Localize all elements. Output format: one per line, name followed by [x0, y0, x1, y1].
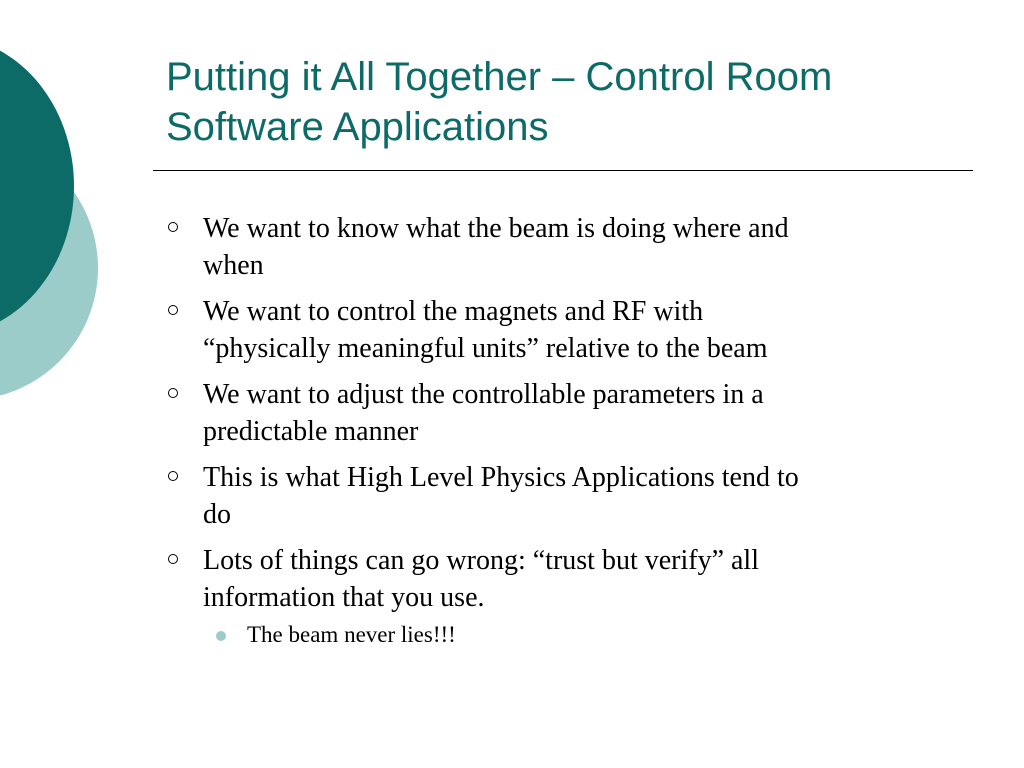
bullet-line: We want to adjust the controllable parameters in a [203, 379, 764, 410]
bullet-line: information that you use. [203, 582, 485, 613]
bullet-line: We want to know what the beam is doing where and [203, 213, 789, 244]
bullet-text [203, 459, 955, 533]
slide-title [166, 52, 986, 152]
bullet-item [165, 459, 955, 533]
bullet-text [203, 542, 955, 616]
sub-bullet-item [203, 620, 955, 650]
bullet-line: when [203, 250, 264, 281]
sub-bullet-text: The beam never lies!!! [247, 622, 456, 647]
bullet-item [165, 210, 955, 284]
title-divider [153, 170, 973, 171]
hollow-circle-bullet-icon [168, 388, 178, 398]
bullet-line: This is what High Level Physics Applications tend to [203, 462, 799, 493]
slide-title-line: Putting it All Together – Control Room [166, 55, 833, 99]
bullet-text [203, 293, 955, 367]
bullet-line: Lots of things can go wrong: “trust but verify” all [203, 545, 759, 576]
slide-title-line: Software Applications [166, 105, 549, 149]
bullet-line: We want to control the magnets and RF with [203, 296, 704, 327]
bullet-line: do [203, 499, 231, 530]
hollow-circle-bullet-icon [168, 471, 178, 481]
bullet-text [203, 210, 955, 284]
bullet-item [165, 376, 955, 450]
bullet-text [203, 376, 955, 450]
hollow-circle-bullet-icon [168, 222, 178, 232]
bullet-line: “physically meaningful units” relative to the beam [203, 333, 768, 364]
bullet-line: predictable manner [203, 416, 419, 447]
hollow-circle-bullet-icon [168, 554, 178, 564]
bullet-list [165, 210, 955, 659]
bullet-item [165, 293, 955, 367]
bullet-item [165, 542, 955, 650]
filled-circle-bullet-icon [216, 631, 226, 641]
hollow-circle-bullet-icon [168, 305, 178, 315]
sub-bullet-list [203, 620, 955, 650]
